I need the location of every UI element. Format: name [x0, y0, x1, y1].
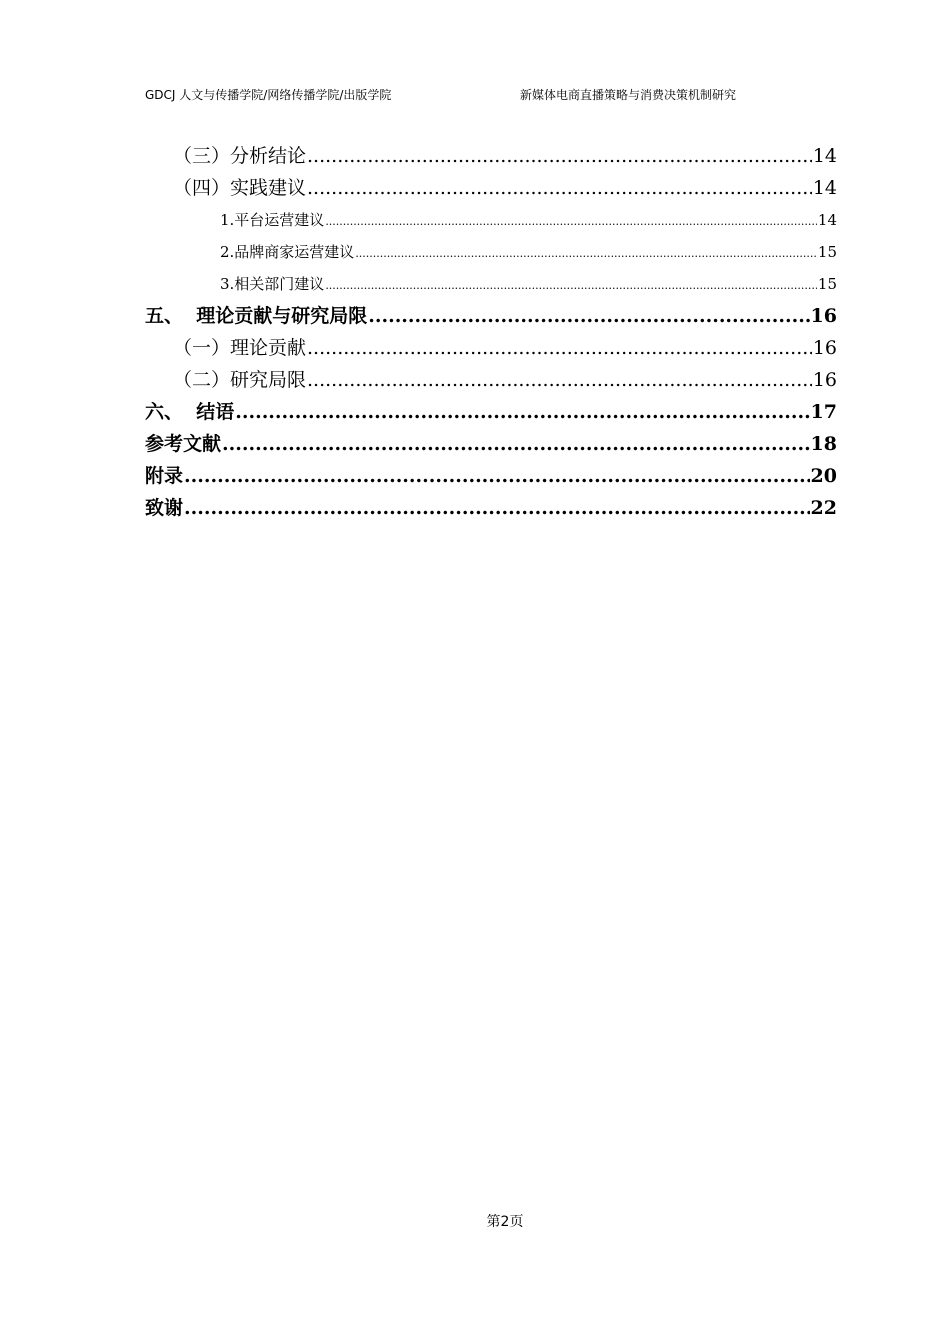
toc-entry-page: 14 [817, 211, 837, 229]
header-paper-title: 新媒体电商直播策略与消费决策机制研究 [520, 88, 737, 102]
toc-entry-title: 1.平台运营建议 [220, 211, 325, 229]
page-footer [0, 1211, 950, 1231]
toc-entry[interactable] [145, 428, 837, 460]
toc-entry-title: （三）分析结论 [173, 145, 307, 167]
toc-entry-page: 18 [810, 433, 837, 455]
toc-leader-dots [325, 270, 817, 300]
toc-leader-dots [307, 332, 812, 364]
toc-entry-page: 14 [812, 145, 837, 167]
toc-leader-dots [368, 300, 809, 332]
page-number: 第2页 [486, 1214, 524, 1230]
toc-entry-page: 17 [810, 401, 837, 423]
toc-entry-title: （四）实践建议 [173, 177, 307, 199]
toc-entry-page: 20 [810, 465, 837, 487]
toc-leader-dots [355, 238, 817, 268]
toc-leader-dots [307, 364, 812, 396]
toc-entry[interactable] [145, 492, 837, 524]
toc-entry[interactable] [145, 460, 837, 492]
toc-entry-title: 六、 结语 [145, 401, 235, 423]
toc-entry-page: 14 [812, 177, 837, 199]
toc-entry-title: 附录 [145, 465, 184, 487]
toc-entry[interactable] [145, 236, 837, 268]
toc-entry-title: （一）理论贡献 [173, 337, 307, 359]
toc-leader-dots [325, 206, 817, 236]
toc-entry-page: 15 [817, 243, 837, 261]
toc-entry[interactable] [145, 364, 837, 396]
toc-entry-page: 22 [810, 497, 837, 519]
toc-leader-dots [184, 460, 810, 492]
toc-entry-page: 15 [817, 275, 837, 293]
table-of-contents [145, 140, 837, 524]
toc-leader-dots [307, 140, 812, 172]
toc-leader-dots [222, 428, 810, 460]
toc-entry[interactable] [145, 268, 837, 300]
toc-leader-dots [235, 396, 809, 428]
toc-leader-dots [184, 492, 810, 524]
toc-entry[interactable] [145, 204, 837, 236]
toc-entry-page: 16 [812, 337, 837, 359]
toc-entry[interactable] [145, 140, 837, 172]
page-header [145, 86, 835, 106]
header-institution: GDCJ 人文与传播学院/网络传播学院/出版学院 [145, 88, 392, 102]
toc-entry-title: 2.品牌商家运营建议 [220, 243, 355, 261]
toc-entry-page: 16 [812, 369, 837, 391]
toc-entry-page: 16 [810, 305, 837, 327]
toc-entry[interactable] [145, 172, 837, 204]
toc-entry-title: 3.相关部门建议 [220, 275, 325, 293]
toc-entry[interactable] [145, 332, 837, 364]
toc-entry-title: （二）研究局限 [173, 369, 307, 391]
toc-entry-title: 致谢 [145, 497, 184, 519]
toc-entry-title: 参考文献 [145, 433, 222, 455]
toc-leader-dots [307, 172, 812, 204]
toc-entry[interactable] [145, 300, 837, 332]
toc-entry-title: 五、 理论贡献与研究局限 [145, 305, 368, 327]
toc-entry[interactable] [145, 396, 837, 428]
